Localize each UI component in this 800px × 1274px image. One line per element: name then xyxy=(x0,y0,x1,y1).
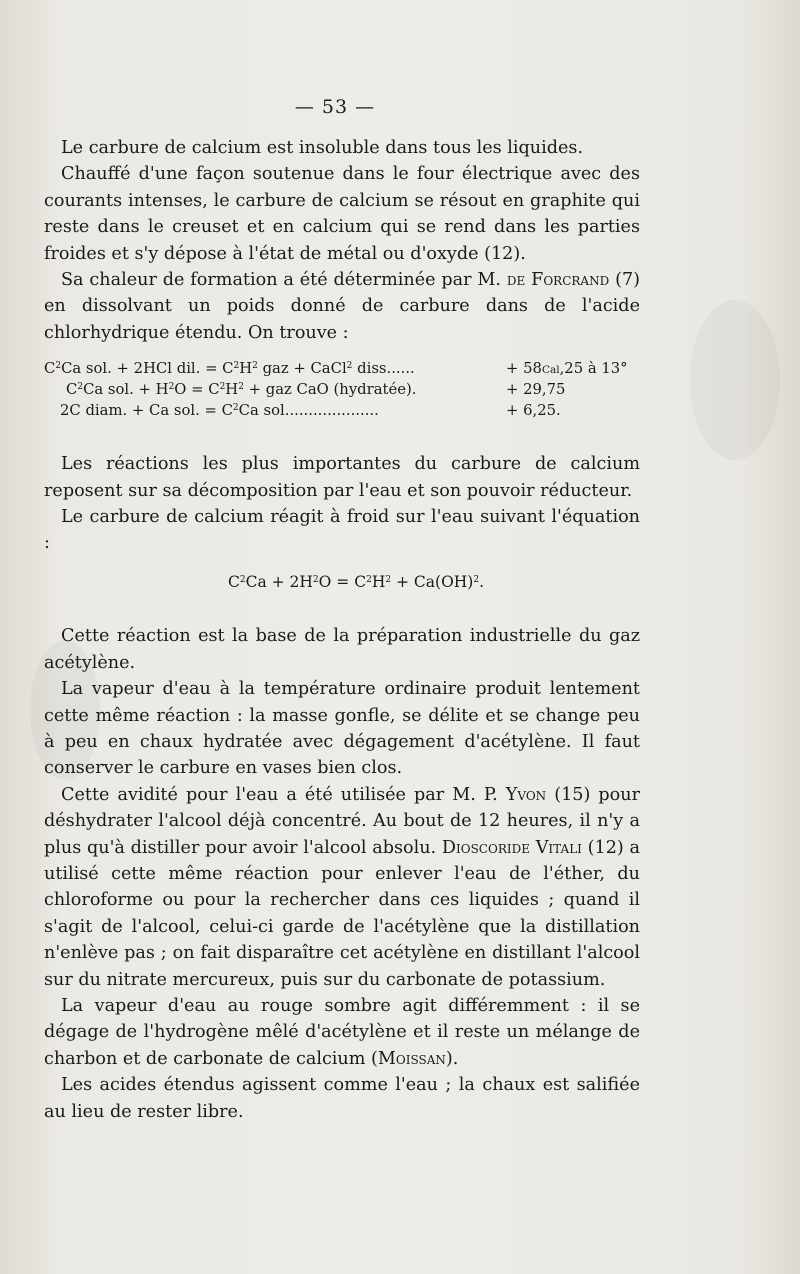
equation-row xyxy=(44,400,640,421)
page-number: — 53 — xyxy=(294,96,376,118)
paragraph-alcohol-dehydration xyxy=(44,782,640,993)
equation-formula: 2C diam. + Ca sol. = $C^2Ca$ sol.................... xyxy=(60,402,379,420)
hydrolysis-equation: $C^2Ca + 2H^2O = C^2H^2 + Ca(OH)^2$. xyxy=(227,572,485,591)
paragraph-dilute-acids: Les acides étendus agissent comme l'eau ; la chaux est salifiée au lieu de rester libre. xyxy=(44,1075,640,1122)
equation-formula: $C^2Ca$ sol. + $H^2O = C^2H^2$ + gaz CaO (hydratée). xyxy=(66,381,417,399)
text-segment: (12) a utilisé cette même réaction pour enlever l'eau de l'éther, du chloroforme ou pour la rechercher dans ces liquides ; quand il s'agit de l'alcool, celui-ci garde de l'acétylène que la distillation n'enlève pas ; on fait disparaître cet acétylène en distillant l'alcool sur du nitrate mercureux, puis sur du carbonate de potassium. xyxy=(44,837,640,990)
author-name: de Forcrand xyxy=(506,270,610,291)
equation-value: + 29,75 xyxy=(506,381,566,399)
paragraph-acetylene-industry: Cette réaction est la base de la préparation industrielle du gaz acétylène. xyxy=(44,626,640,673)
equation-value: + 58Cal,25 à 13° xyxy=(506,360,628,378)
paragraph-main-reactions: Les réactions les plus importantes du carbure de calcium reposent sur sa décomposition par l'eau et son pouvoir réducteur. xyxy=(44,454,640,501)
paragraph-water-vapor: La vapeur d'eau à la température ordinaire produit lentement cette même réaction : la masse gonfle, se délite et se change peu à peu en chaux hydratée avec dégagement d'acétylène. Il faut conserver le carbure en vases bien clos. xyxy=(44,679,640,779)
equation-row xyxy=(44,358,640,379)
paragraph-insolubility: Le carbure de calcium est insoluble dans tous les liquides. xyxy=(61,138,584,158)
author-name: Yvon xyxy=(505,784,547,805)
text-segment: Sa chaleur de formation a été déterminée par M. xyxy=(61,270,507,291)
paper-stain xyxy=(690,300,780,460)
equation-row xyxy=(44,379,640,400)
paragraph-heat-of-formation xyxy=(44,267,640,346)
equation-formula: $C^2Ca$ sol. + 2HCl dil. = $C^2H^2$ gaz + CaCl$^2$ diss...... xyxy=(44,360,415,378)
text-segment: (15) pour déshydrater l'alcool déjà concentré. Au bout de 12 heures, il n'y a plus qu'à distiller pour avoir l'alcool absolu. xyxy=(44,784,640,858)
author-name: Moissan xyxy=(377,1048,446,1069)
text-segment: La vapeur d'eau au rouge sombre agit différemment : il se dégage de l'hydrogène mêlé d'acétylène et il reste un mélange de charbon et de carbonate de calcium ( xyxy=(44,995,640,1069)
text-segment: (7) en dissolvant un poids donné de carbure dans de l'acide chlorhydrique étendu. On trouve : xyxy=(44,270,640,343)
text-segment: ). xyxy=(445,1048,459,1069)
thermochemical-equations xyxy=(44,358,640,421)
text-segment: Cette avidité pour l'eau a été utilisée par M. P. xyxy=(61,784,506,805)
paragraph-red-heat xyxy=(44,993,640,1072)
equation-value: + 6,25. xyxy=(506,402,561,420)
body-text xyxy=(44,135,640,1125)
paragraph-water-reaction: Le carbure de calcium réagit à froid sur l'eau suivant l'équation : xyxy=(44,507,640,554)
paragraph-electric-furnace: Chauffé d'une façon soutenue dans le four électrique avec des courants intenses, le carbure de calcium se résout en graphite qui reste dans le creuset et en calcium qui se rend dans les parties froides et s'y dépose à l'état de métal ou d'oxyde (12). xyxy=(44,164,640,264)
author-name: Dioscoride Vitali xyxy=(441,837,582,858)
